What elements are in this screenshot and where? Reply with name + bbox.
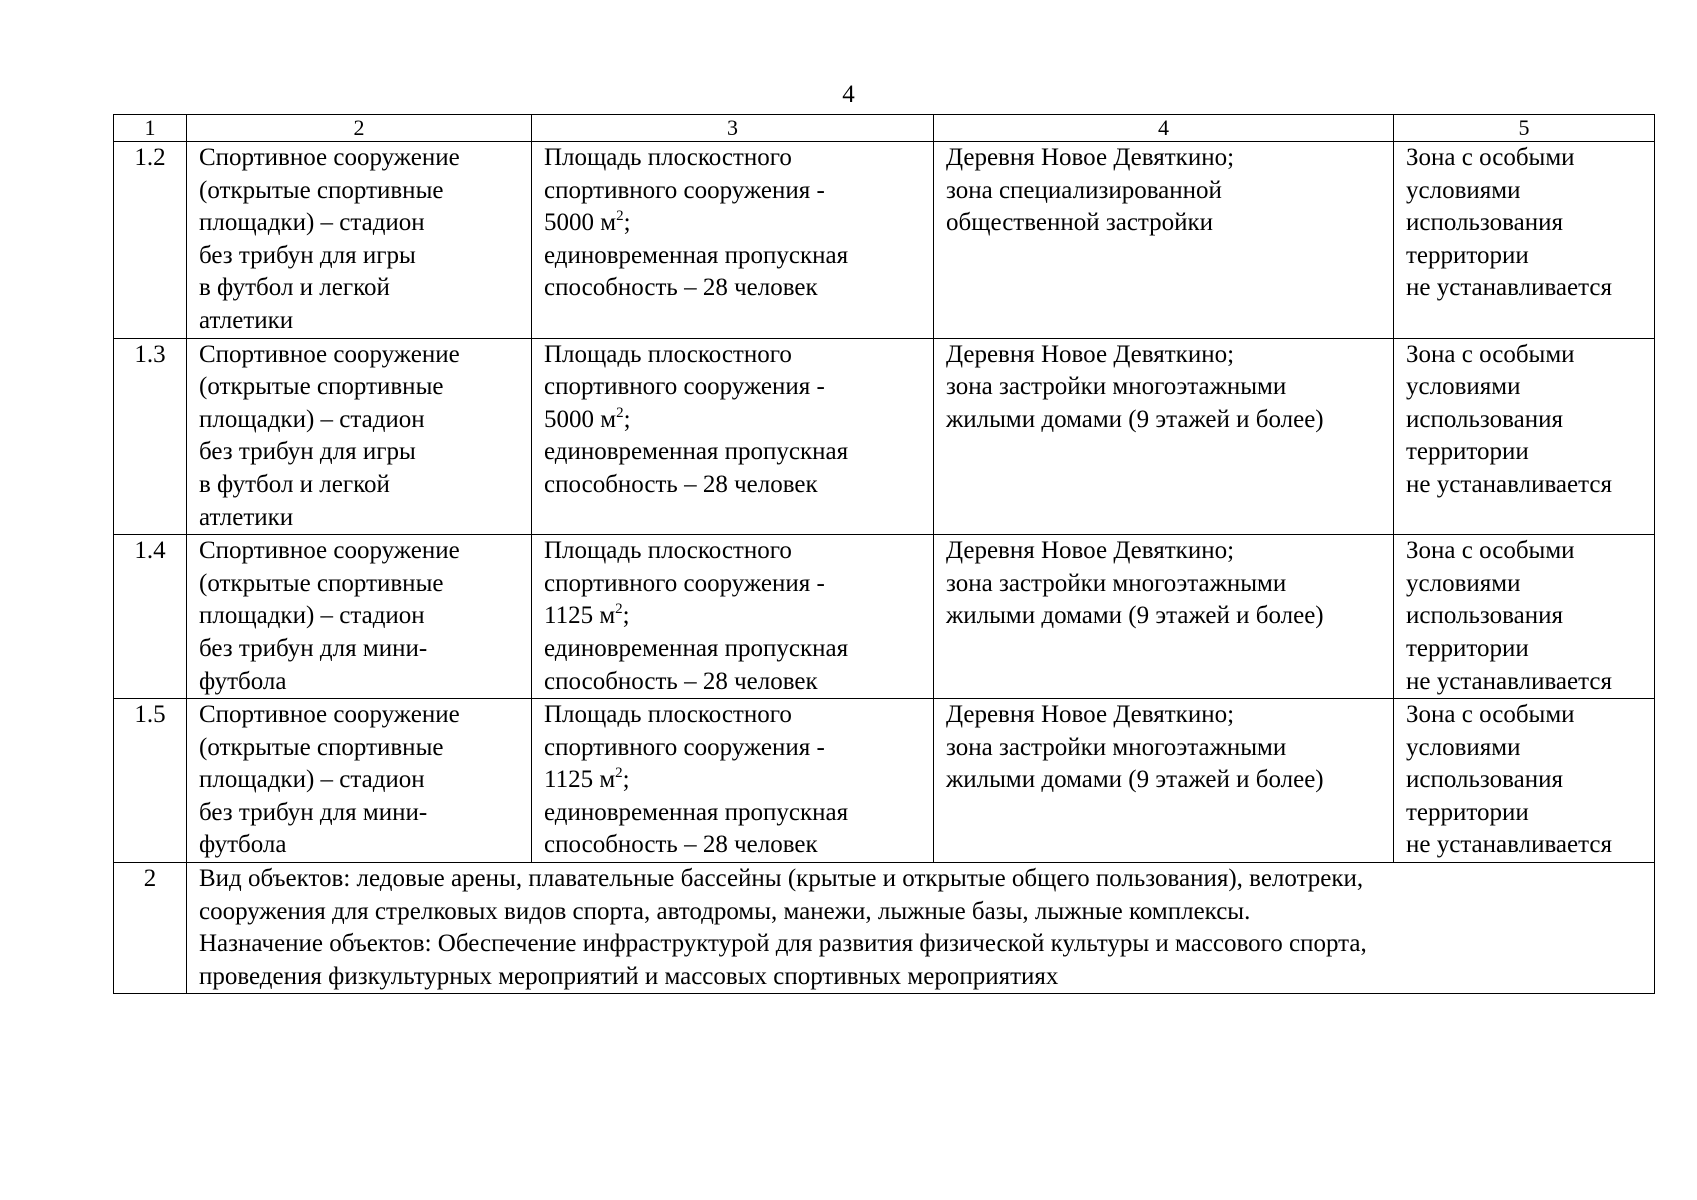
text-line: атлетики (199, 306, 294, 334)
text-line: без трибун для игры (199, 438, 416, 466)
section-row (114, 863, 1655, 994)
text-line: единовременная пропускная (544, 241, 849, 269)
location-cell (934, 338, 1394, 535)
characteristics-cell (532, 142, 934, 339)
text-line: Спортивное сооружение (199, 537, 460, 565)
text-line: атлетики (199, 503, 294, 531)
area-exponent: 2 (615, 601, 623, 618)
row-number: 1.3 (114, 338, 187, 535)
area-exponent: 2 (616, 208, 624, 225)
text-line: жилыми домами (9 этажей и более) (946, 602, 1324, 630)
text-line: (открытые спортивные (199, 569, 444, 597)
location-cell (934, 535, 1394, 699)
area-value: 1125 м (544, 602, 616, 630)
area-value: 5000 м (544, 209, 617, 237)
text-line: способность – 28 человек (544, 470, 818, 498)
column-header: 5 (1394, 115, 1655, 142)
column-header: 4 (934, 115, 1394, 142)
area-suffix: ; (623, 405, 631, 433)
characteristics-cell (532, 338, 934, 535)
text-line: без трибун для мини- (199, 634, 428, 662)
table-row (114, 338, 1655, 535)
text-line: зона застройки многоэтажными (946, 569, 1287, 597)
restricted-zone-cell (1394, 699, 1655, 863)
text-line: спортивного сооружения - (544, 176, 825, 204)
text-line: Спортивное сооружение (199, 701, 460, 729)
text-line: Назначение объектов: Обеспечение инфраструктурой для развития физической культуры и массового спорта, (199, 930, 1367, 958)
text-line: территории (1406, 438, 1529, 466)
text-line: в футбол и легкой (199, 470, 390, 498)
table-row (114, 535, 1655, 699)
text-line: общественной застройки (946, 209, 1214, 237)
text-line: зона специализированной (946, 176, 1222, 204)
text-line: Зона с особыми (1406, 340, 1575, 368)
column-header: 1 (114, 115, 187, 142)
area-value: 1125 м (544, 766, 616, 794)
text-line: условиями (1406, 569, 1521, 597)
text-line: спортивного сооружения - (544, 373, 825, 401)
text-line: условиями (1406, 733, 1521, 761)
object-description-cell (187, 699, 532, 863)
text-line: не устанавливается (1406, 831, 1612, 859)
text-line: Деревня Новое Девяткино; (946, 340, 1235, 368)
text-line: жилыми домами (9 этажей и более) (946, 405, 1324, 433)
column-header: 3 (532, 115, 934, 142)
text-line: площадки) – стадион (199, 602, 425, 630)
text-line: спортивного сооружения - (544, 569, 825, 597)
text-line: территории (1406, 798, 1529, 826)
text-line: без трибун для мини- (199, 798, 428, 826)
text-line: Площадь плоскостного (544, 537, 792, 565)
text-line: площадки) – стадион (199, 405, 425, 433)
text-line: использования (1406, 405, 1563, 433)
text-line: площадки) – стадион (199, 766, 425, 794)
text-line: сооружения для стрелковых видов спорта, автодромы, манежи, лыжные базы, лыжные комплексы. (199, 897, 1251, 925)
text-line: Площадь плоскостного (544, 144, 792, 171)
characteristics-cell (532, 699, 934, 863)
object-description-cell (187, 338, 532, 535)
text-line: зона застройки многоэтажными (946, 373, 1287, 401)
text-line: футбола (199, 667, 287, 695)
text-line: Зона с особыми (1406, 701, 1575, 729)
column-header: 2 (187, 115, 532, 142)
text-line: не устанавливается (1406, 274, 1612, 302)
text-line: (открытые спортивные (199, 733, 444, 761)
text-line: площадки) – стадион (199, 209, 425, 237)
text-line: Зона с особыми (1406, 537, 1575, 565)
restricted-zone-cell (1394, 338, 1655, 535)
text-line: Вид объектов: ледовые арены, плавательные бассейны (крытые и открытые общего пользования), велотреки, (199, 865, 1364, 893)
text-line: не устанавливается (1406, 470, 1612, 498)
table-row (114, 699, 1655, 863)
restricted-zone-cell (1394, 142, 1655, 339)
text-line: Спортивное сооружение (199, 340, 460, 368)
text-line: (открытые спортивные (199, 373, 444, 401)
text-line: способность – 28 человек (544, 274, 818, 302)
area-suffix: ; (622, 602, 630, 630)
text-line: Деревня Новое Девяткино; (946, 144, 1235, 171)
area-suffix: ; (623, 209, 631, 237)
area-exponent: 2 (616, 404, 624, 421)
area-line (544, 600, 921, 633)
object-description-cell (187, 535, 532, 699)
text-line: проведения физкультурных мероприятий и массовых спортивных мероприятиях (199, 962, 1059, 990)
location-cell (934, 699, 1394, 863)
text-line: территории (1406, 241, 1529, 269)
text-line: не устанавливается (1406, 667, 1612, 695)
text-line: единовременная пропускная (544, 798, 849, 826)
area-suffix: ; (622, 766, 630, 794)
text-line: способность – 28 человек (544, 667, 818, 695)
text-line: территории (1406, 634, 1529, 662)
area-value: 5000 м (544, 405, 617, 433)
text-line: единовременная пропускная (544, 634, 849, 662)
text-line: Деревня Новое Девяткино; (946, 701, 1235, 729)
text-line: Площадь плоскостного (544, 701, 792, 729)
text-line: жилыми домами (9 этажей и более) (946, 766, 1324, 794)
object-description-cell (187, 142, 532, 339)
area-line (544, 207, 921, 240)
text-line: в футбол и легкой (199, 274, 390, 302)
area-line (544, 404, 921, 437)
text-line: (открытые спортивные (199, 176, 444, 204)
restricted-zone-cell (1394, 535, 1655, 699)
text-line: способность – 28 человек (544, 831, 818, 859)
text-line: Спортивное сооружение (199, 144, 460, 171)
row-number: 2 (114, 863, 187, 994)
text-line: Деревня Новое Девяткино; (946, 537, 1235, 565)
text-line: использования (1406, 602, 1563, 630)
text-line: единовременная пропускная (544, 438, 849, 466)
row-number: 1.5 (114, 699, 187, 863)
table-header-row (114, 115, 1655, 142)
location-cell (934, 142, 1394, 339)
text-line: условиями (1406, 373, 1521, 401)
text-line: футбола (199, 831, 287, 859)
row-number: 1.2 (114, 142, 187, 339)
text-line: условиями (1406, 176, 1521, 204)
text-line: использования (1406, 209, 1563, 237)
characteristics-cell (532, 535, 934, 699)
area-exponent: 2 (615, 765, 623, 782)
text-line: использования (1406, 766, 1563, 794)
section-description-cell (187, 863, 1655, 994)
table-row (114, 142, 1655, 339)
row-number: 1.4 (114, 535, 187, 699)
text-line: без трибун для игры (199, 241, 416, 269)
page-number: 4 (842, 81, 855, 108)
text-line: Зона с особыми (1406, 144, 1575, 171)
text-line: спортивного сооружения - (544, 733, 825, 761)
text-line: зона застройки многоэтажными (946, 733, 1287, 761)
area-line (544, 764, 921, 797)
text-line: Площадь плоскостного (544, 340, 792, 368)
document-table (113, 114, 1655, 994)
